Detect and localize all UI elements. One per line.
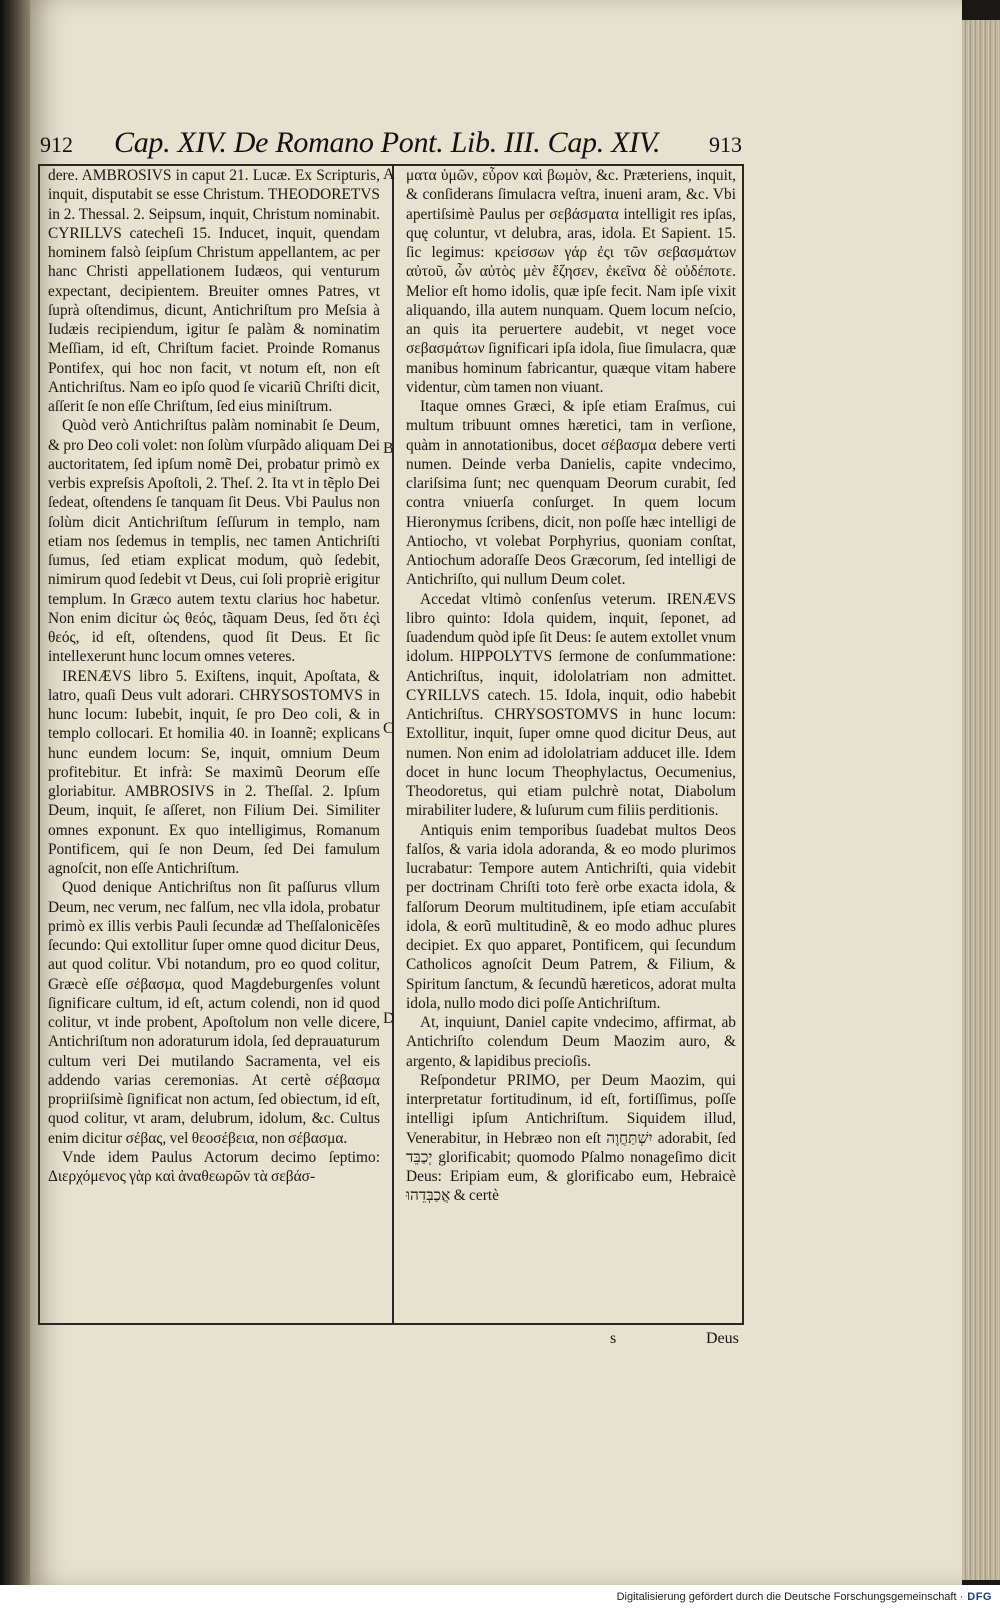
paragraph: ματα ὑμῶν, εὗρον καὶ βωμὸν, &c. Præteriens, inquit, & conſiderans ſimulacra veſtra, inueni aram, &c. Vbi apertiſsimè Paulus per σεβάσματα intelligit res ipſas, quę coluntur, vt delubra, aras, idola. Et Sapient. 15. ſic legimus: κρείσσων γάρ ἐςι τῶν σεβασμάτων αὐτοῦ, ὧν αὐτὸς μὲν ἔζησεν, ἐκεῖνα δὲ οὐδέποτε. Melior eſt homo idolis, quæ ipſe fecit. Nam ipſe vixit aliquando, illa autem nunquam. Quem locum neſcio, an quis ita peruertere audebit, vt neget voce σεβασμάτων ſignificari ipſa idola, ſiue ſimulacra, quæ manibus hominum fabricantur, quæque vitam habere videntur, cùm tamen non viuant. — [406, 167, 736, 396]
paragraph: At, inquiunt, Daniel capite vndecimo, affirmat, ab Antichriſto colendum Deum Maozim auro, & argento, & lapidibus precioſis. — [406, 1014, 736, 1070]
paragraph: IRENÆVS libro 5. Exiſtens, inquit, Apoſtata, & latro, quaſi Deus vult adorari. CHRYSOSTOMVS in hunc locum: Iubebit, inquit, ſe pro Deo coli, & in templo collocari. Et homilia 40. in Ioannẽ; explicans hunc eundem locum: Se, inquit, omnium Deum profitebitur. Et infrà: Se maximũ Deorum eſſe gloriabitur. AMBROSIVS in 2. Theſſal. 2. Ipſum Deum, inquit, ſe aſſeret, non Filium Dei. Similiter omnes exponunt. Ex quo intelligimus, Romanum Pontificem, qui ſe non Deum, ſed Dei famulum agnoſcit, non eſſe Antichriſtum. — [48, 667, 380, 877]
book-spine-shadow — [0, 0, 30, 1609]
footer-credit: Digitalisierung gefördert durch die Deutsche Forschungsgemeinschaft · — [616, 1591, 964, 1603]
page-number-right: 913 — [709, 132, 742, 157]
column-divider — [392, 164, 394, 1325]
running-header — [40, 126, 742, 162]
margin-letter-d: D — [383, 1010, 395, 1027]
page-edges — [962, 20, 1000, 1580]
digitization-footer — [0, 1585, 1000, 1609]
frame-rule-left — [38, 164, 40, 1325]
page-number-left: 912 — [40, 132, 73, 157]
paragraph: Quod denique Antichriſtus non ſit paſſurus vllum Deum, nec verum, nec falſum, nec vlla idola, probatur primò ex illis verbis Pauli ſecundæ ad Theſſalonicẽſes ſecundo: Qui extollitur ſuper omne quod dicitur Deus, aut quod colitur. Vbi notandum, pro eo quod colitur, Græcè eſſe σέβασμα, quod Magdeburgenſes volunt ſignificare cultum, id eſt, actum colendi, non id quod colitur, vt inde probent, Apoſtolum non velle dicere, Antichriſtum non adoraturum idola, ſed deprauaturum cultum veri Dei mutilando Sacramenta, vel eis addendo varias ceremonias. At certè σέβασμα propriiſsimè ſignificat non actum, ſed obiectum, id eſt, quod colitur, vt aram, delubrum, idolum, &c. Cultus enim dicitur σέβας, vel θεοσέβεια, non σέβασμα. — [48, 879, 380, 1147]
margin-letter-b: B — [383, 440, 394, 457]
frame-rule-right — [742, 164, 744, 1325]
paragraph: Itaque omnes Græci, & ipſe etiam Eraſmus, cui multum tribuunt omnes hæretici, tam in verſione, quàm in annotationibus, docet σέβασμα debere verti numen. Deinde verba Danielis, capite vndecimo, clariſsima ſunt; nec quenquam Deorum curabit, ſed contra vniuerſa conſurget. In quem locum Hieronymus ſcribens, dicit, non poſſe hæc intelligi de Antiocho, vt volebat Porphyrius, quoniam conſtat, Antiochum adoraſſe Deos Græcorum, ſed intelligi de Antichriſto, qui nullum Deum colet. — [406, 398, 736, 589]
paragraph: Quòd verò Antichriſtus palàm nominabit ſe Deum, & pro Deo coli volet: non ſolùm vſurpãdo aliquam Dei auctoritatem, ſed ipſum nomẽ Dei, probatur primò ex verbis expreſsis Apoſtoli, 2. Theſ. 2. Ita vt in tẽplo Dei ſedeat, oſtendens ſe tanquam ſit Deus. Vbi Paulus non ſolùm dicit Antichriſtum ſeſſurum in templo, nam etiam nos ſedemus in templis, nec tamen Antichriſti ſumus, ſed etiam explicat modum, quò ſedebit, nimirum quod ſedebit vt Deus, cui ſoli propriè erigitur templum. In Græco autem textu clarius hoc habetur. Non enim dicitur ὡς θεός, tãquam Deus, ſed ὅτι ἐςὶ θεός, id eſt, oſtendens, quod ſit Deus. Et ſic intellexerunt hunc locum omnes veteres. — [48, 417, 380, 666]
signature-mark: s — [610, 1330, 617, 1347]
dfg-logo: DFG — [967, 1591, 992, 1603]
paragraph: dere. AMBROSIVS in caput 21. Lucæ. Ex Scripturis, inquit, disputabit se esse Christum. THEODORETVS in 2. Thessal. 2. Seipsum, inquit, Christum nominabit. CYRILLVS catecheſi 15. Inducet, inquit, quendam hominem falsò ſeipſum Christum appellantem, ac per hanc Christi appellationem Iudæos, qui venturum expectant, decipientem. Breuiter omnes Patres, vt ſuprà oſtendimus, dicunt, Antichriſtum pro Meſsia à Iudæis recipiendum, igitur ſe palàm & nominatim Meſſiam, id eſt, Chriſtum faciet. Proinde Romanus Pontifex, qui hoc non facit, vt notum eſt, non eſt Antichriſtus. Nam eo ipſo quod ſe vicariũ Chriſti dicit, aſſerit ſe non eſſe Chriſtum, ſed eius miniſtrum. — [48, 167, 380, 415]
paragraph: Vnde idem Paulus Actorum decimo ſeptimo: Διερχόμενος γὰρ καὶ ἀναθεωρῶν τὰ σεβάσ- — [48, 1148, 380, 1185]
header-title: Cap. XIV. De Romano Pont. Lib. III. Cap. XIV. — [114, 126, 661, 159]
margin-letter-a: A — [383, 166, 395, 183]
left-column — [48, 166, 380, 1186]
margin-letter-c: C — [383, 720, 394, 737]
right-column — [406, 166, 736, 1206]
paragraph: Accedat vltimò conſenſus veterum. IRENÆVS libro quinto: Idola quidem, inquit, ſeponet, ad ſuadendum quòd ipſe ſit Deus: ſe autem extollet vnum idolum. HIPPOLYTVS ſermone de conſummatione: Antichriſtus, inquit, idololatriam non admittet. CYRILLVS catech. 15. Idola, inquit, odio habebit Antichriſtus. CHRYSOSTOMVS in hunc locum: Extollitur, inquit, ſuper omne quod dicitur Deus, aut numen. Non enim ad idololatriam adducet ille. Idem docet in hunc locum Theophylactus, Oecumenius, Theodoretus, qui etiam pulchrè notat, Diabolum mirabiliter ludere, & luſurum cum filiis perditionis. — [406, 590, 736, 820]
paragraph: Reſpondetur PRIMO, per Deum Maozim, qui interpretatur fortitudinum, id eſt, fortiſſimus, poſſe intelligi ipſum Antichriſtum. Siquidem illud, Venerabitur, in Hebræo non eſt יִשְׁתַּחֲוֶה adorabit, ſed יְכַבֵּד glorificabit; quomodo Pſalmo nonageſimo dicit Deus: Eripiam eum, & glorificabo eum, Hebraicè אֲכַבְּדֵהוּ & certè — [406, 1071, 736, 1205]
paragraph: Antiquis enim temporibus ſuadebat multos Deos falſos, & varia idola adoranda, & eo modo plurimos lucrabatur: Tempore autem Antichriſti, quia videbit per doctrinam Chriſti toto ferè orbe exacta idola, & falſorum Deorum multitudinem, ipſe etiam accuſabit idola, & eorũ multitudinẽ, & eo modo adhuc plures decipiet. Ex quo apparet, Pontificem, qui ſecundum Catholicos agnoſcit Deum Patrem, & Filium, & Spiritum ſanctum, & ſecundũ hæreticos, adorat multa idola, nullo modo dici poſſe Antichriſtum. — [406, 821, 736, 1012]
catchword: Deus — [706, 1330, 739, 1347]
frame-rule-bottom — [38, 1323, 744, 1325]
